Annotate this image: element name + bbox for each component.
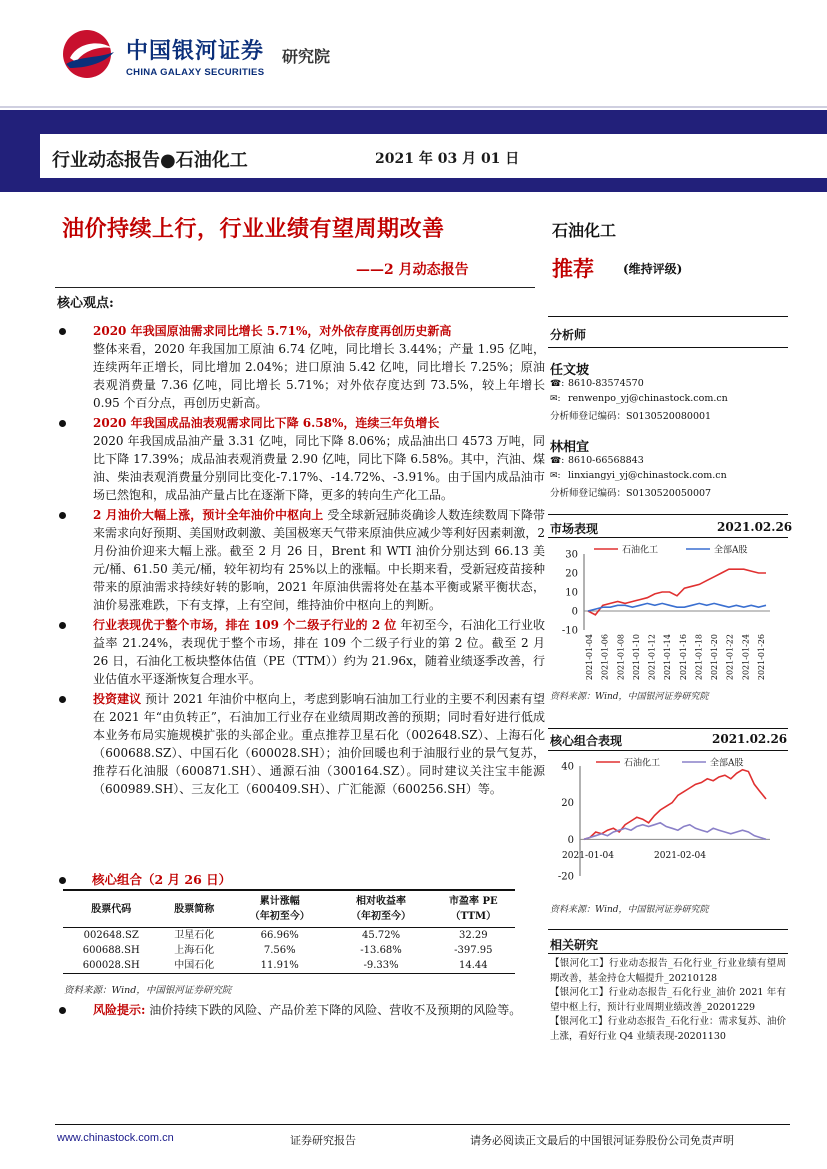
analyst-phone [550,455,644,466]
sector-label: 石油化工 [552,221,617,240]
core-view-item [55,616,545,688]
table-cell: 600688.SH [82,945,140,956]
x-tick-label: 2021-01-08 [616,634,626,680]
bullet-icon [59,622,66,629]
analyst-email[interactable] [550,470,727,481]
x-tick-label: 2021-01-14 [663,634,673,680]
analyst-email[interactable] [550,393,728,404]
report-type: 行业动态报告●石油化工 [52,150,248,171]
title-divider [55,287,535,288]
core-view-body: 预计 2021 年油价中枢向上，考虑到影响石油加工行业的主要不利因素有望在 2021 年“由负转正”，石油加工行业存在业绩周期改善的预期；同时看好进行低成本业务布局实施规模扩张的头部企业。重点推荐卫星石化（002648.SZ）、上海石化（600688.SZ）、中国石化（600028.SH）；油价回暖也利于油服行业的景气复苏，推荐石化油服（600871.SH）、通源石油（300164.SZ）。同时建议关注宝丰能源（600989.SH）、三友化工（600409.SH）、广汇能源（600256.SH）等。 [93,692,545,796]
analyst-registration: 分析师登记编码：S0130520050007 [550,488,712,499]
table-cell: 中国石化 [174,960,215,971]
column-header: 股票代码 [91,903,132,915]
column-header: 股票简称 [174,903,215,915]
analyst-name: 任文坡 [550,363,590,378]
phone-icon: ☎: [550,456,565,466]
table-cell: 上海石化 [174,945,215,956]
x-tick-label: 2021-02-04 [654,851,706,861]
analyst-registration: 分析师登记编码：S0130520080001 [550,411,712,422]
risk-body: 油价持续下跌的风险、产品价差下降的风险、营收不及预期的风险等。 [149,1003,522,1017]
table-cell: 11.91% [260,960,299,971]
chart-divider-top [548,728,788,729]
core-view-headline: 2 月油价大幅上涨，预计全年油价中枢向上 [93,508,324,522]
email-address[interactable]: linxiangyi_yj@chinastock.com.cn [568,470,727,481]
bullet-icon [59,420,66,427]
column-header: 市盈率 PE （TTM） [449,896,498,922]
table-cell: -397.95 [454,945,493,956]
x-tick-label: 2021-01-18 [694,634,704,680]
related-research-item[interactable]: 【银河化工】行业动态报告_石化行业：需求复苏、油价上涨，看好行业 Q4 业绩表现-20201130 [550,1016,786,1042]
email-address[interactable]: renwenpo_yj@chinastock.com.cn [568,393,728,404]
related-divider-top [548,929,788,930]
rating-note: (维持评级) [623,262,683,276]
table-cell: 32.29 [459,930,488,941]
core-views-list [55,322,545,800]
portfolio-table [63,889,515,974]
footer-website-link[interactable]: www.chinastock.com.cn [57,1132,174,1144]
y-tick-label: 0 [567,834,574,846]
market-chart-source: 资料来源：Wind，中国银河证券研究院 [550,692,709,702]
y-tick-label: -20 [557,871,574,883]
core-view-headline: 投资建议 [93,692,142,706]
bullet-icon [59,1007,66,1014]
x-tick-label: 2021-01-20 [710,634,720,680]
table-row [63,958,515,974]
related-research-list [550,957,786,1044]
legend-label: 石油化工 [624,758,661,769]
x-tick-label: 2021-01-10 [631,634,641,680]
footer-divider [55,1124,790,1125]
header-divider [0,102,827,108]
risk-warning [55,1000,525,1020]
x-tick-label: 2021-01-24 [741,634,751,680]
footer-report-type: 证券研究报告 [290,1134,356,1147]
table-cell: -9.33% [363,960,399,971]
bullet-icon [59,696,66,703]
table-cell: 45.72% [361,930,401,941]
galaxy-logo-icon [60,28,118,80]
bullet-icon [59,877,66,884]
table-cell: 600028.SH [82,960,140,971]
related-divider [548,953,788,954]
page-title: 油价持续上行，行业业绩有望周期改善 [62,216,445,242]
x-tick-label: 2021-01-26 [757,634,766,680]
phone-icon: ☎: [550,379,565,389]
brand-name-en: CHINA GALAXY SECURITIES [126,67,265,78]
email-icon: ✉: [550,471,561,481]
analyst-divider [548,347,788,348]
chart-divider [548,537,788,538]
y-tick-label: -10 [561,625,578,637]
legend-label: 石油化工 [622,545,659,556]
core-view-body: 受全球新冠肺炎确诊人数连续数周下降带来需求向好预期、美国财政刺激、美国极寒天气带来原油供应减少等利好因素刺激，2 月份油价迎来大幅上涨。截至 2 月 26 日，Brent 和 WTI 油价分别达到 66.13 美元/桶、61.50 美元/桶，较年初均有 25%以上的涨幅。中长期来看，受新冠疫苗接种带来的原油需求持续好转的影响，2021 年原油供需将处在基本平衡或紧平衡状态，油价易涨难跌，下有支撑，上有空间，维持油价中枢向上的判断。 [93,508,545,612]
related-research-heading: 相关研究 [550,938,599,952]
core-view-item [55,322,545,412]
table-header-row [63,890,515,928]
analyst-divider-top [548,316,788,317]
market-performance-chart [548,540,788,680]
market-chart-title: 市场表现 [550,522,599,536]
y-tick-label: 30 [565,549,578,561]
core-portfolio-title: 核心组合（2 月 26 日） [92,872,232,887]
x-tick-label: 2021-01-12 [647,634,657,680]
table-cell: 卫星石化 [174,930,215,941]
report-date: 2021 年 03 月 01 日 [375,151,520,167]
series-line-all-a-shares [588,603,766,611]
core-view-headline: 行业表现优于整个市场，排在 109 个二级子行业的 2 位 [93,618,397,632]
legend-label: 全部A股 [710,758,744,769]
portfolio-chart-title: 核心组合表现 [550,734,623,748]
chart-divider-top [548,514,788,515]
core-view-headline: 2020 年我国成品油表观需求同比下降 6.58%，连续三年负增长 [93,416,440,430]
core-view-item [55,414,545,504]
related-research-item[interactable]: 【银河化工】行业动态报告_石化行业_油价 2021 年有望中枢上行，预计行业周期业绩改善_20201229 [550,987,786,1013]
column-header: 累计涨幅 （年初至今） [249,896,310,922]
table-cell: 7.56% [263,945,296,956]
table-cell: -13.68% [360,945,402,956]
y-tick-label: 0 [571,606,578,618]
core-view-body: 2020 年我国成品油产量 3.31 亿吨，同比下降 8.06%；成品油出口 4573 万吨，同比下降 17.39%；成品油表观消费量 2.90 亿吨，同比下降 6.58%。其中，汽油、煤油、柴油表观消费量分别同比变化-7.17%、-14.72%、-3.91%。由于国内成品油市场已然饱和，成品油产量占比在逐渐下降，更多的转向生产化工品。 [93,434,545,502]
column-header: 相对收益率 （年初至今） [351,896,412,922]
page-subtitle: ——2 月动态报告 [356,262,469,278]
institute-label: 研究院 [282,47,331,66]
x-tick-label: 2021-01-22 [725,634,735,680]
chart-divider [548,750,788,751]
table-source: 资料来源：Wind，中国银河证券研究院 [64,985,232,996]
core-view-item [55,506,545,614]
analyst-name: 林相宜 [550,440,590,455]
portfolio-chart-date: 2021.02.26 [712,732,788,746]
y-tick-label: 20 [561,798,574,810]
related-research-item[interactable]: 【银河化工】行业动态报告_石化行业_行业业绩有望周期改善，基金持仓大幅提升_20210128 [550,958,786,984]
core-view-headline: 2020 年我国原油需求同比增长 5.71%，对外依存度再创历史新高 [93,324,452,338]
core-view-body: 年初至今，石油化工行业收益率 21.24%，表现优于整个市场，排在 109 个二级子行业的第 2 位。截至 2 月 26 日，石油化工板块整体估值（PE（TTM））约为 21.96x，随着业绩逐季改善，行业估值水平逐渐恢复合理水平。 [93,618,545,686]
series-line-all-a-shares [584,823,766,840]
table-cell: 66.96% [260,930,299,941]
portfolio-chart-source: 资料来源：Wind，中国银河证券研究院 [550,905,709,915]
x-tick-label: 2021-01-04 [585,634,594,680]
bullet-icon [59,328,66,335]
footer-disclaimer: 请务必阅读正文最后的中国银河证券股份公司免责声明 [470,1134,734,1147]
bullet-icon [59,512,66,519]
x-tick-label: 2021-01-06 [600,634,610,680]
x-tick-label: 2021-01-04 [562,851,614,861]
y-tick-label: 10 [565,587,578,599]
market-chart-date: 2021.02.26 [717,520,793,534]
portfolio-performance-chart [548,752,788,886]
table-cell: 14.44 [459,960,488,971]
table-row [63,928,515,944]
analyst-phone [550,378,644,389]
phone-number: 8610-83574570 [568,378,644,389]
core-portfolio-label [59,870,231,888]
table-row [63,943,515,958]
legend-label: 全部A股 [714,545,748,556]
risk-headline: 风险提示: [93,1003,146,1017]
brand-name-cn: 中国银河证券 [126,39,265,64]
y-tick-label: 20 [565,568,578,580]
core-view-item [55,690,545,798]
analyst-heading: 分析师 [550,328,587,342]
email-icon: ✉: [550,394,561,404]
company-logo [60,28,360,88]
x-tick-label: 2021-01-16 [678,634,688,680]
table-cell: 002648.SZ [83,930,139,941]
rating-label: 推荐 [552,256,594,281]
core-views-label: 核心观点: [57,296,114,311]
y-tick-label: 40 [561,761,574,773]
core-view-body: 整体来看，2020 年我国加工原油 6.74 亿吨，同比增长 3.44%；产量 1.95 亿吨，连续两年正增长，同比增加 2.04%；进口原油 5.42 亿吨，同比增长 7.25%；原油表观消费量 7.36 亿吨，同比增长 5.71%；对外依存度达到 73.5%，较上年增长 0.95 个百分点，再创历史新高。 [93,342,545,410]
phone-number: 8610-66568843 [568,455,644,466]
